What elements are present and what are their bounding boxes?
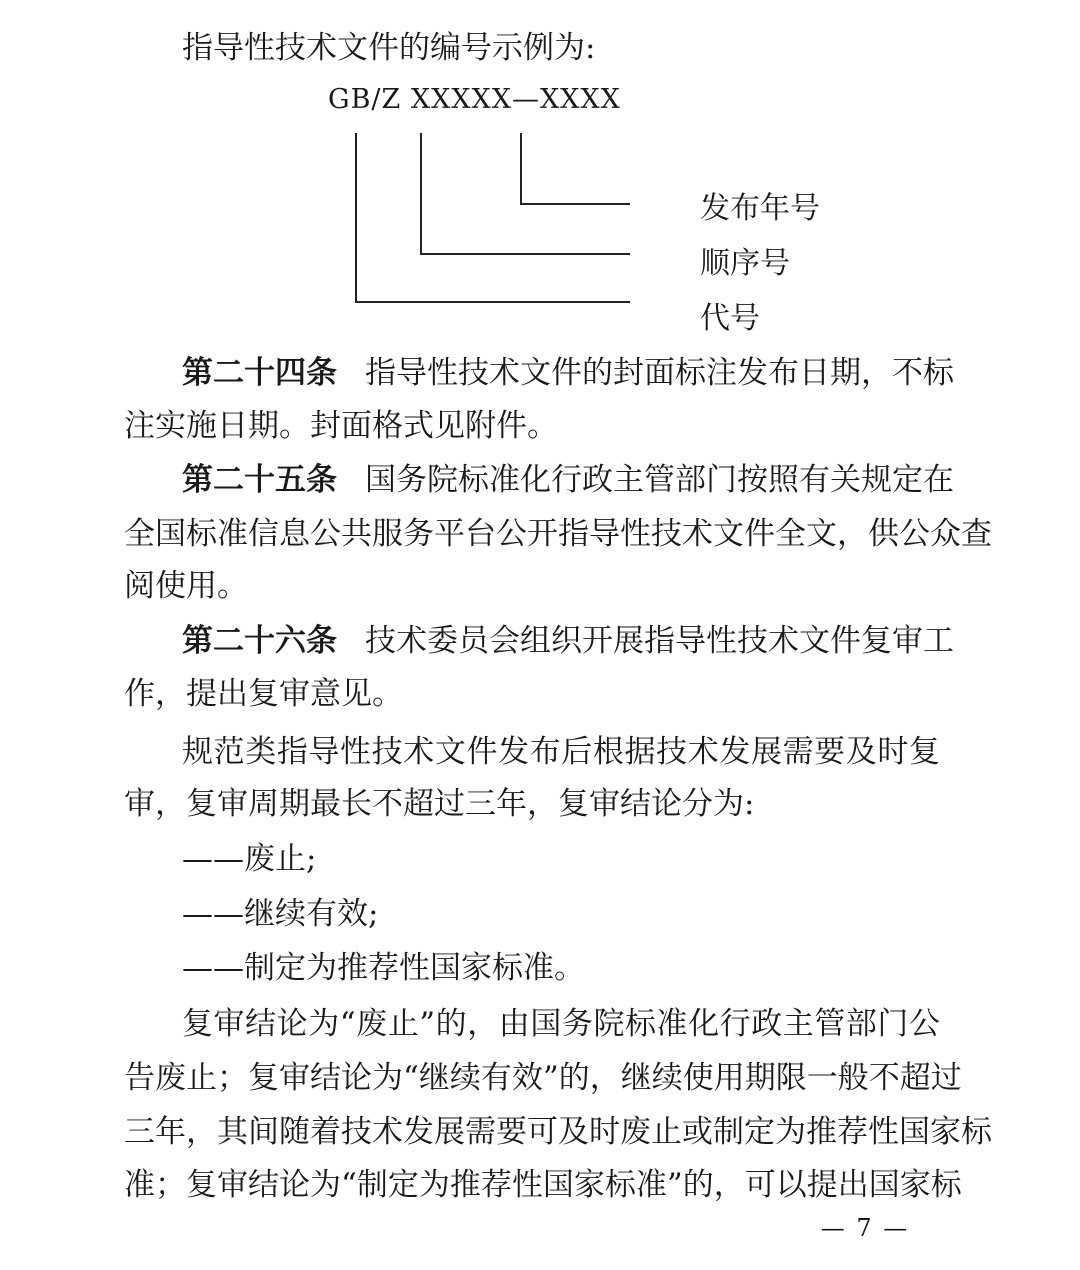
list-item-convert: ——制定为推荐性国家标准。 bbox=[182, 950, 585, 986]
article-25-line-1: 第二十五条 国务院标准化行政主管部门按照有关规定在 bbox=[182, 462, 954, 498]
list-item-abolish: ——废止; bbox=[182, 841, 317, 877]
conclusion-line-1: 复审结论为“废止”的，由国务院标准化行政主管部门公 bbox=[182, 1006, 940, 1042]
article-24-line-1: 第二十四条 指导性技术文件的封面标注发布日期，不标 bbox=[182, 355, 954, 391]
label-code: 代号 bbox=[700, 301, 760, 336]
year-bracket-line bbox=[521, 133, 630, 204]
conclusion-line-2: 告废止；复审结论为“继续有效”的，继续使用期限一般不超过 bbox=[124, 1060, 962, 1096]
review-line-2: 审，复审周期最长不超过三年，复审结论分为: bbox=[124, 786, 755, 822]
code-structure-diagram bbox=[340, 120, 640, 310]
intro-text: 指导性技术文件的编号示例为: bbox=[182, 30, 596, 66]
article-25-title: 第二十五条 bbox=[182, 462, 337, 498]
sequence-bracket-line bbox=[421, 133, 630, 254]
label-year: 发布年号 bbox=[700, 191, 820, 226]
conclusion-line-3: 三年，其间随着技术发展需要可及时废止或制定为推荐性国家标 bbox=[124, 1114, 992, 1150]
article-24-line-2: 注实施日期。封面格式见附件。 bbox=[124, 408, 558, 444]
page-number: — 7 — bbox=[820, 1214, 910, 1242]
article-25-line-3: 阅使用。 bbox=[124, 568, 248, 604]
code-bracket-line bbox=[356, 133, 630, 302]
conclusion-line-4: 准；复审结论为“制定为推荐性国家标准”的，可以提出国家标 bbox=[124, 1167, 962, 1203]
article-26-line-2: 作，提出复审意见。 bbox=[124, 676, 403, 712]
list-item-continue: ——继续有效; bbox=[182, 896, 379, 932]
article-24-title: 第二十四条 bbox=[182, 355, 337, 391]
article-26-line-1: 第二十六条 技术委员会组织开展指导性技术文件复审工 bbox=[182, 623, 954, 659]
review-line-1: 规范类指导性技术文件发布后根据技术发展需要及时复 bbox=[182, 734, 940, 770]
label-sequence: 顺序号 bbox=[700, 246, 790, 281]
article-26-title: 第二十六条 bbox=[182, 623, 337, 659]
code-example: GB/Z XXXXX—XXXX bbox=[328, 84, 621, 115]
article-25-line-2: 全国标准信息公共服务平台公开指导性技术文件全文，供公众查 bbox=[124, 516, 992, 552]
